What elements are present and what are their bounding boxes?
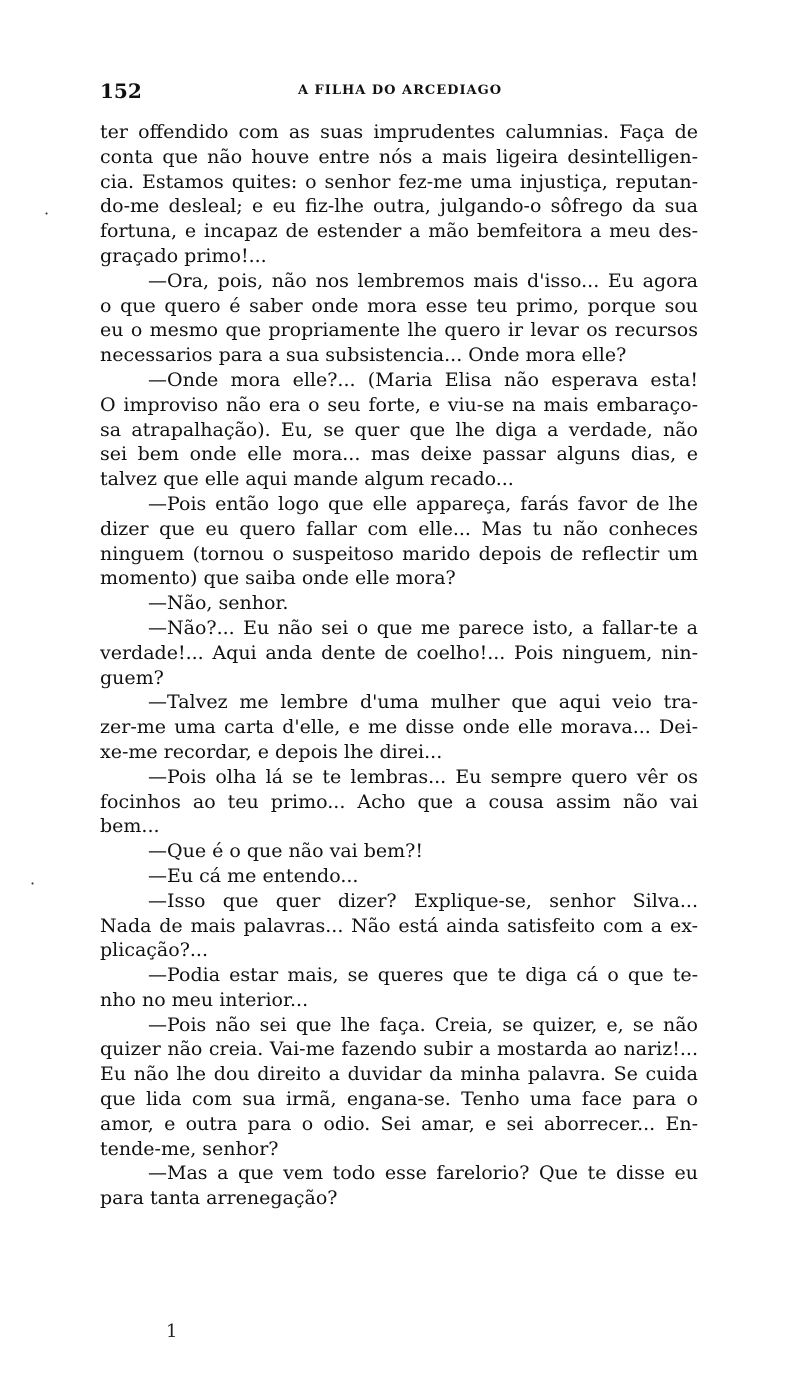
text-line: momento) que saiba onde elle mora? [100, 567, 456, 590]
text-line: sei bem onde elle mora... mas deixe passar alguns dias, e [100, 443, 698, 466]
text-line: ter offendido com as suas imprudentes calumnias. Faça de [100, 121, 698, 143]
body-text [100, 120, 698, 1211]
text-line: bem... [100, 815, 160, 838]
text-line: do-me desleal; e eu fiz-lhe outra, julgando-o sôfrego da sua [100, 195, 698, 218]
running-title: A FILHA DO ARCEDIAGO [297, 83, 503, 98]
text-line: focinhos ao teu primo... Acho que a cousa assim não vai [100, 790, 698, 813]
text-line: Eu não lhe dou direito a duvidar da minha palavra. Se cuida [100, 1063, 698, 1086]
text-line: que lida com sua irmã, engana-se. Tenho uma face para o [100, 1088, 698, 1111]
text-line: amor, e outra para o odio. Sei amar, e sei aborrecer... En- [100, 1112, 698, 1135]
text-line: cia. Estamos quites: o senhor fez-me uma injustiça, reputan- [100, 170, 698, 193]
text-line: tende-me, senhor? [100, 1137, 279, 1160]
text-line: xe-me recordar, e depois lhe direi... [100, 740, 443, 763]
text-line: nho no meu interior... [100, 988, 309, 1011]
text-line: —Podia estar mais, se queres que te diga cá o que te- [148, 964, 698, 987]
running-head [100, 80, 700, 102]
text-line: plicação?... [100, 939, 208, 962]
text-line: talvez que elle aqui mande algum recado... [100, 468, 514, 491]
text-line: —Pois não sei que lhe faça. Creia, se quizer, e, se não [148, 1013, 698, 1036]
signature-mark: 1 [166, 1321, 178, 1342]
text-line: conta que não houve entre nós a mais ligeira desintelligen- [100, 145, 698, 168]
text-line: Nada de mais palavras... Não está ainda satisfeito com a ex- [100, 914, 698, 937]
text-line: —Pois olha lá se te lembras... Eu sempre quero vêr os [148, 765, 698, 788]
text-line: quizer não creia. Vai-me fazendo subir a mostarda ao nariz!... [100, 1038, 698, 1061]
text-line: para tanta arrenegação? [100, 1187, 338, 1210]
text-line: —Talvez me lembre d'uma mulher que aqui veio tra- [148, 691, 698, 714]
text-line: ninguem (tornou o suspeitoso marido depois de reflectir um [100, 542, 698, 565]
text-line: fortuna, e incapaz de estender a mão bemfeitora a meu des- [100, 220, 698, 243]
text-line: —Mas a que vem todo esse farelorio? Que te disse eu [148, 1162, 698, 1185]
text-line: —Eu cá me entendo... [148, 864, 359, 887]
page-number: 152 [100, 79, 142, 103]
ink-speck: · [44, 204, 50, 223]
text-line: graçado primo!... [100, 244, 267, 267]
text-line: —Que é o que não vai bem?! [148, 840, 424, 863]
text-line: —Pois então logo que elle appareça, farás favor de lhe [148, 492, 698, 515]
text-line: —Não?... Eu não sei o que me parece isto, a fallar-te a [148, 616, 698, 639]
text-line: guem? [100, 666, 164, 689]
text-line: zer-me uma carta d'elle, e me disse onde elle morava... Dei- [100, 716, 698, 739]
text-line: O improviso não era o seu forte, e viu-se na mais embaraço- [100, 393, 698, 416]
text-line: sa atrapalhação). Eu, se quer que lhe diga a verdade, não [100, 418, 698, 441]
text-line: —Onde mora elle?... (Maria Elisa não esperava esta! [148, 368, 698, 391]
ink-speck: · [30, 874, 36, 893]
text-line: —Não, senhor. [148, 592, 289, 615]
text-line: —Isso que quer dizer? Explique-se, senhor Silva... [148, 889, 698, 912]
text-line: dizer que eu quero fallar com elle... Mas tu não conheces [100, 517, 698, 540]
text-line: necessarios para a sua subsistencia... Onde mora elle? [100, 344, 627, 367]
text-line: o que quero é saber onde mora esse teu primo, porque sou [100, 294, 698, 317]
text-line: eu o mesmo que propriamente lhe quero ir levar os recursos [100, 319, 698, 342]
text-line: verdade!... Aqui anda dente de coelho!... Pois ninguem, nin- [100, 641, 698, 664]
text-line: —Ora, pois, não nos lembremos mais d'isso... Eu agora [148, 269, 698, 292]
